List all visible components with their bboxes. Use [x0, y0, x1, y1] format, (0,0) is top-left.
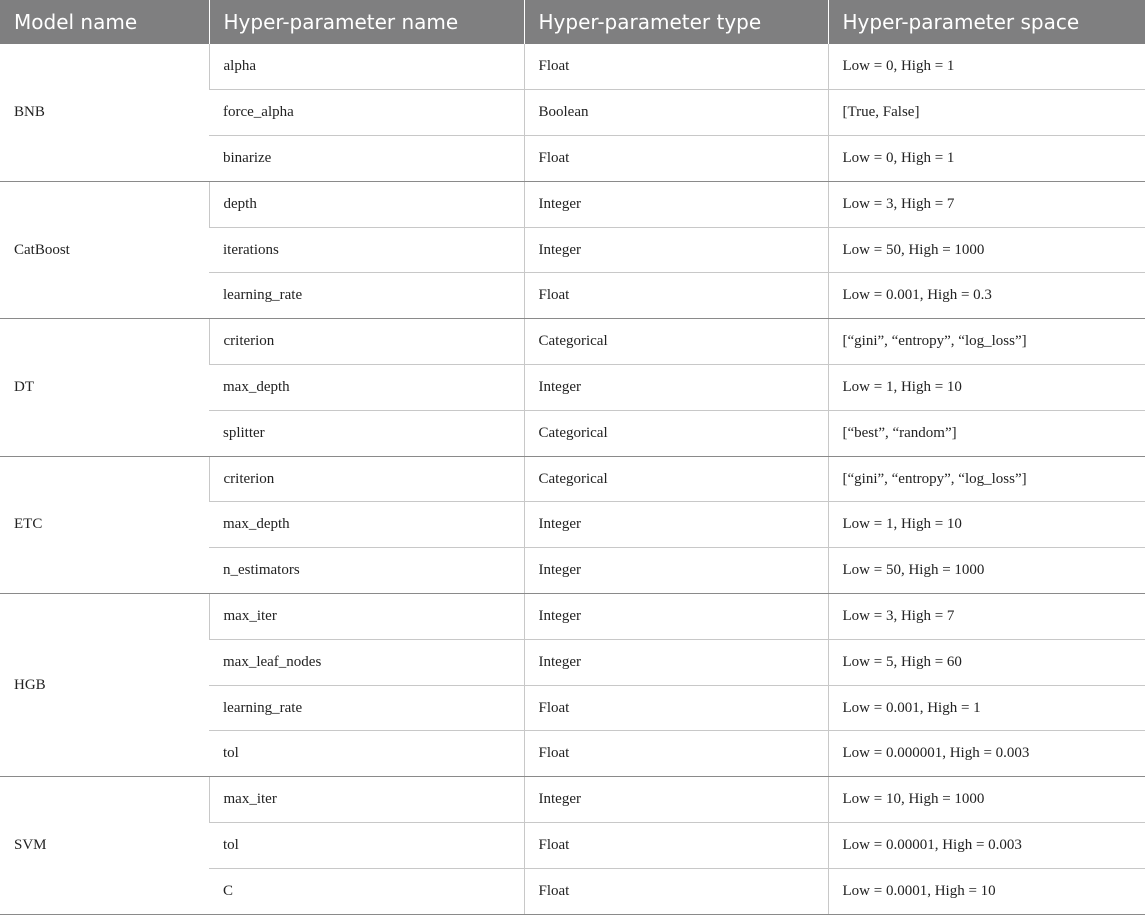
- hyperparameter-space-cell: [“best”, “random”]: [828, 410, 1145, 456]
- header-hyperparameter-space: Hyper-parameter space: [828, 0, 1145, 44]
- hyperparameter-space-cell: Low = 5, High = 60: [828, 639, 1145, 685]
- hyperparameter-space-cell: Low = 1, High = 10: [828, 502, 1145, 548]
- hyperparameter-type-cell: Integer: [524, 227, 828, 273]
- model-name-cell: SVM: [0, 777, 209, 914]
- hyperparameter-space-cell: Low = 0.0001, High = 10: [828, 868, 1145, 914]
- header-hyperparameter-name: Hyper-parameter name: [209, 0, 524, 44]
- hyperparameter-space-cell: Low = 0, High = 1: [828, 44, 1145, 90]
- hyperparameter-name-cell: n_estimators: [209, 548, 524, 594]
- hyperparameter-space-cell: Low = 0.001, High = 0.3: [828, 273, 1145, 319]
- hyperparameter-name-cell: binarize: [209, 136, 524, 182]
- hyperparameter-name-cell: max_leaf_nodes: [209, 639, 524, 685]
- hyperparameter-name-cell: alpha: [209, 44, 524, 90]
- header-row: [0, 0, 1145, 44]
- hyperparameter-name-cell: tol: [209, 823, 524, 869]
- hyperparameter-space-cell: Low = 0.000001, High = 0.003: [828, 731, 1145, 777]
- model-name-cell: CatBoost: [0, 181, 209, 318]
- model-name-cell: HGB: [0, 594, 209, 777]
- hyperparameter-space-cell: Low = 3, High = 7: [828, 181, 1145, 227]
- hyperparameter-name-cell: max_iter: [209, 777, 524, 823]
- hyperparameter-type-cell: Integer: [524, 594, 828, 640]
- hyperparameter-type-cell: Integer: [524, 181, 828, 227]
- hyperparameter-type-cell: Categorical: [524, 319, 828, 365]
- hyperparameter-space-cell: Low = 50, High = 1000: [828, 227, 1145, 273]
- table-row: [0, 181, 1145, 227]
- hyperparameter-name-cell: criterion: [209, 319, 524, 365]
- hyperparameter-name-cell: max_iter: [209, 594, 524, 640]
- hyperparameter-space-cell: Low = 0.00001, High = 0.003: [828, 823, 1145, 869]
- table-row: [0, 319, 1145, 365]
- hyperparameter-type-cell: Categorical: [524, 456, 828, 502]
- hyperparameter-space-cell: Low = 50, High = 1000: [828, 548, 1145, 594]
- hyperparameter-type-cell: Integer: [524, 502, 828, 548]
- hyperparameter-type-cell: Float: [524, 731, 828, 777]
- hyperparameter-name-cell: learning_rate: [209, 273, 524, 319]
- hyperparameter-space-cell: Low = 0.001, High = 1: [828, 685, 1145, 731]
- hyperparameter-name-cell: criterion: [209, 456, 524, 502]
- hyperparameter-space-cell: [“gini”, “entropy”, “log_loss”]: [828, 456, 1145, 502]
- hyperparameter-space-cell: Low = 10, High = 1000: [828, 777, 1145, 823]
- hyperparameter-space-cell: [“gini”, “entropy”, “log_loss”]: [828, 319, 1145, 365]
- model-name-cell: BNB: [0, 44, 209, 181]
- hyperparameter-space-cell: Low = 3, High = 7: [828, 594, 1145, 640]
- hyperparameter-type-cell: Boolean: [524, 90, 828, 136]
- hyperparameter-type-cell: Float: [524, 868, 828, 914]
- table-body: [0, 44, 1145, 914]
- table-row: [0, 777, 1145, 823]
- header-hyperparameter-type: Hyper-parameter type: [524, 0, 828, 44]
- hyperparameter-space-cell: Low = 1, High = 10: [828, 365, 1145, 411]
- hyperparameter-name-cell: iterations: [209, 227, 524, 273]
- hyperparameter-name-cell: C: [209, 868, 524, 914]
- hyperparameter-type-cell: Float: [524, 823, 828, 869]
- hyperparameter-type-cell: Categorical: [524, 410, 828, 456]
- hyperparameter-type-cell: Integer: [524, 639, 828, 685]
- model-name-cell: ETC: [0, 456, 209, 593]
- hyperparameter-space-cell: Low = 0, High = 1: [828, 136, 1145, 182]
- hyperparameter-name-cell: splitter: [209, 410, 524, 456]
- hyperparameter-name-cell: tol: [209, 731, 524, 777]
- table-row: [0, 594, 1145, 640]
- header-model-name: Model name: [0, 0, 209, 44]
- hyperparameter-name-cell: max_depth: [209, 365, 524, 411]
- hyperparameter-type-cell: Integer: [524, 548, 828, 594]
- hyperparameter-type-cell: Integer: [524, 777, 828, 823]
- hyperparameter-name-cell: learning_rate: [209, 685, 524, 731]
- table-row: [0, 44, 1145, 90]
- hyperparameter-space-cell: [True, False]: [828, 90, 1145, 136]
- hyperparameter-type-cell: Float: [524, 273, 828, 319]
- hyperparameter-name-cell: force_alpha: [209, 90, 524, 136]
- hyperparameter-type-cell: Integer: [524, 365, 828, 411]
- hyperparameter-type-cell: Float: [524, 136, 828, 182]
- model-name-cell: DT: [0, 319, 209, 456]
- hyperparameter-name-cell: depth: [209, 181, 524, 227]
- table-row: [0, 456, 1145, 502]
- hyperparameter-name-cell: max_depth: [209, 502, 524, 548]
- hyperparameter-type-cell: Float: [524, 44, 828, 90]
- hyperparameter-type-cell: Float: [524, 685, 828, 731]
